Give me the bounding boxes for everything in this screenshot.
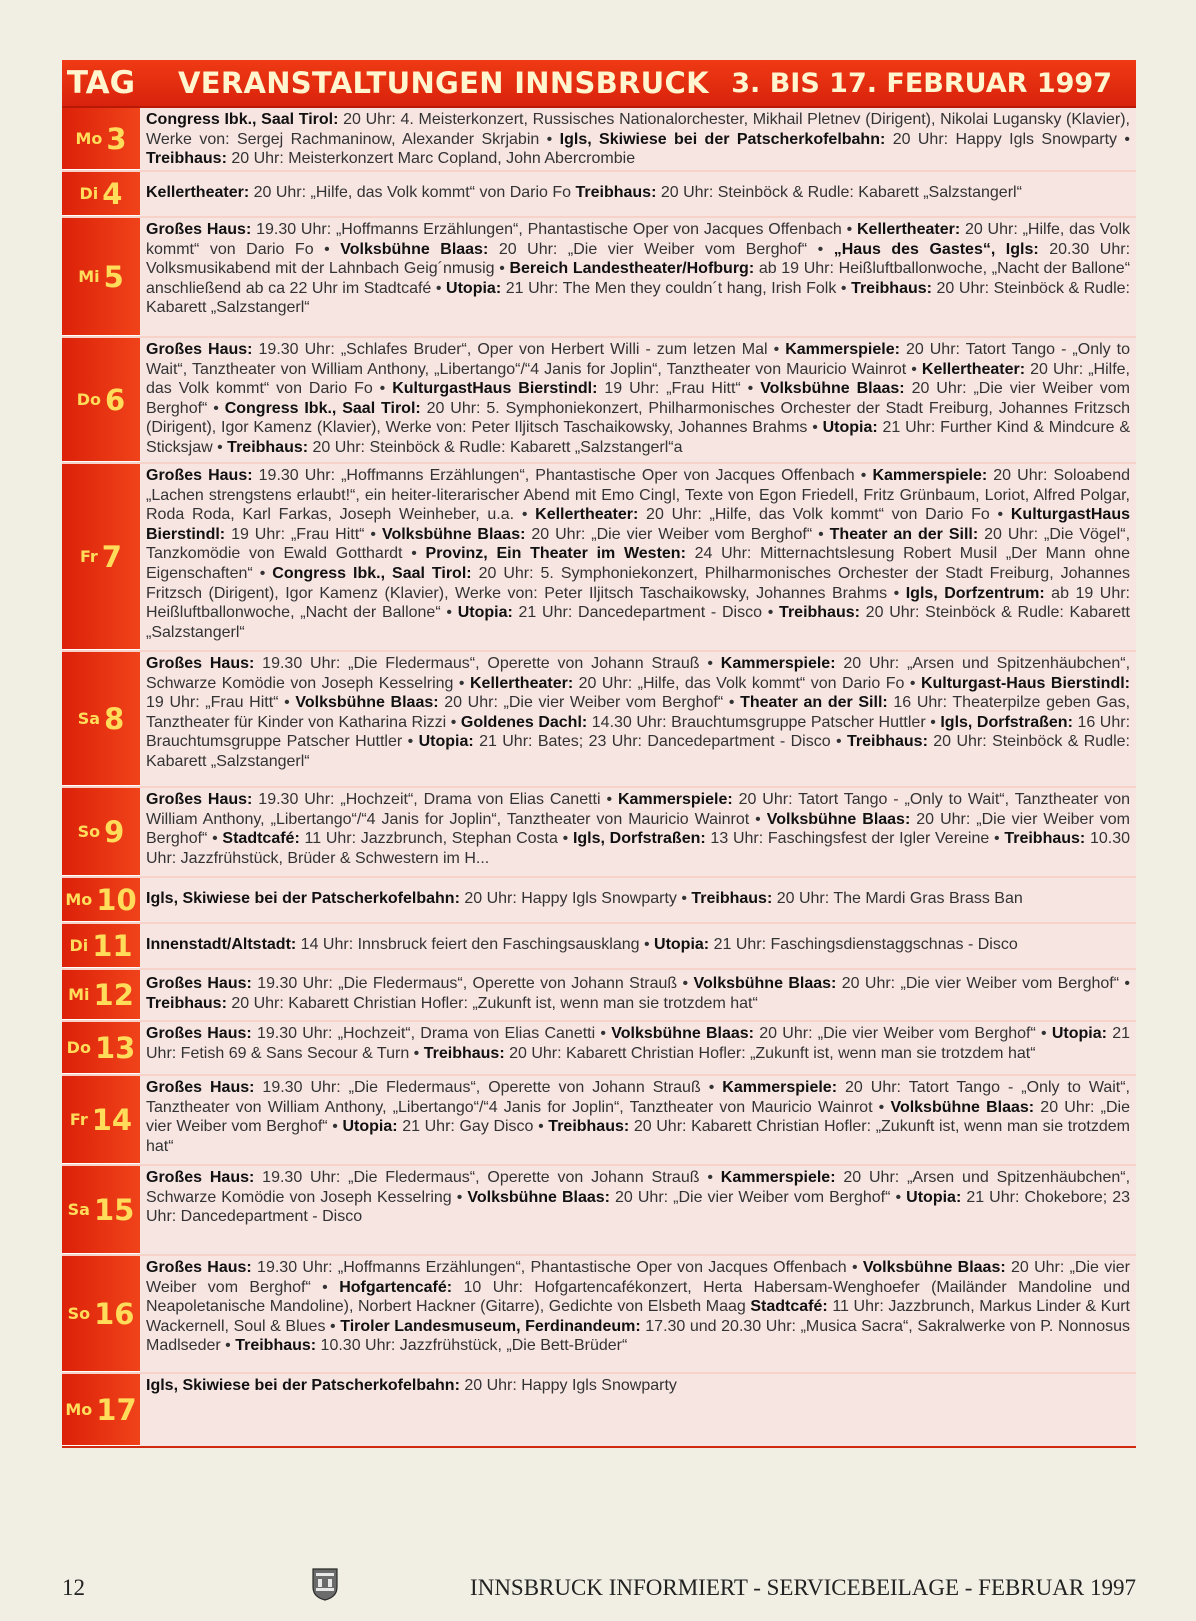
events-paragraph xyxy=(146,1168,1130,1227)
event-venue: Utopia: xyxy=(457,604,513,622)
day-name: So xyxy=(77,822,101,841)
day-number: 9 xyxy=(104,814,125,849)
day-row xyxy=(62,1166,1136,1256)
day-row xyxy=(62,108,1136,172)
event-details: 20 Uhr: „Die vier Weiber vom Berghof“ • xyxy=(836,975,1131,993)
event-details: 20 Uhr: Kabarett Christian Hofler: „Zukunft ist, wenn man sie trotzdem hat“ xyxy=(226,995,758,1012)
event-details: 20 Uhr: „Die vier Weiber vom Berghof“ • xyxy=(488,240,834,258)
day-events xyxy=(140,1256,1136,1372)
event-details: 21 Uhr: The Men they couldn´t hang, Irish Folk • xyxy=(501,279,852,297)
day-label xyxy=(62,338,140,462)
event-details: 20 Uhr: 5. Symphoniekonzert, Philharmonisches Orchester der Stadt Freiburg, Johannes Fritzsch (Dirigent), Igor Kamenz (Klavier), Werke von: Peter Iljitsch Taschaikowsky, Johannes Brahms • xyxy=(146,399,1131,437)
event-details: 20 Uhr: Tatort Tango - „Only to Wait“, Tanztheater von William Anthony, „Libertango“/“4 Janis for Joplin“, Tanztheater von Mauricio Wainrot • xyxy=(146,1079,1131,1116)
event-details: 20 Uhr: Happy Igls Snowparty • xyxy=(885,130,1130,148)
day-number: 13 xyxy=(94,1030,136,1065)
day-label xyxy=(62,108,140,170)
event-venue: Großes Haus: xyxy=(146,341,253,358)
event-venue: Utopia: xyxy=(342,1118,398,1136)
event-venue: Großes Haus: xyxy=(146,1169,255,1186)
events-paragraph xyxy=(146,340,1130,458)
event-details: 10.30 Uhr: Jazzfrühstück, Brüder & Schwestern im H... xyxy=(146,830,1131,867)
event-details: 20 Uhr: Tatort Tango - „Only to Wait“, Tanztheater von William Anthony, „Libertango“/“4 Janis for Joplin“, Tanztheater von Mauricio Wainrot • xyxy=(146,341,1131,378)
day-row xyxy=(62,1256,1136,1374)
event-venue: Volksbühne Blaas: xyxy=(340,240,489,258)
day-label xyxy=(62,1076,140,1164)
event-venue: Goldenes Dachl: xyxy=(460,713,588,731)
event-venue: Volksbühne Blaas: xyxy=(766,810,911,828)
day-row xyxy=(62,788,1136,878)
event-venue: Igls, Skiwiese bei der Patscherkofelbahn: xyxy=(146,1377,460,1394)
day-events xyxy=(140,108,1136,170)
table-header xyxy=(62,60,1136,108)
event-venue: Großes Haus: xyxy=(146,1079,255,1096)
event-venue: Großes Haus: xyxy=(146,467,253,484)
event-venue: Stadtcafé: xyxy=(222,830,300,848)
day-number: 12 xyxy=(93,977,134,1012)
events-paragraph xyxy=(146,1376,677,1396)
day-number: 10 xyxy=(96,882,137,917)
event-details: 16 Uhr: Theaterpilze geben Gas, Tanztheater für Kinder von Katharina Rizzi • xyxy=(146,694,1131,731)
day-label xyxy=(62,652,140,786)
event-venue: Treibhaus: xyxy=(146,150,227,168)
day-number: 5 xyxy=(103,259,124,294)
events-paragraph xyxy=(146,654,1130,772)
event-venue: Kellertheater: xyxy=(857,221,961,238)
event-details: 20 Uhr: „Die vier Weiber vom Berghof“ • xyxy=(146,1098,1130,1136)
day-row xyxy=(62,1022,1136,1076)
event-details: 19.30 Uhr: „Schlafes Bruder“, Oper von Herbert Willi - zum letzen Mal • xyxy=(252,341,786,358)
day-events xyxy=(140,1166,1136,1254)
event-details: ab 19 Uhr: Heißluftballonwoche, „Nacht der Ballone“ anschließend ab ca 22 Uhr im Stadtcafé • xyxy=(146,260,1131,297)
event-venue: KulturgastHaus Bierstindl: xyxy=(146,506,1130,543)
event-venue: Volksbühne Blaas: xyxy=(760,380,905,398)
event-details: 19.30 Uhr: „Die Fledermaus“, Operette von Johann Strauß • xyxy=(254,1079,723,1096)
day-events xyxy=(140,1076,1136,1164)
day-name: So xyxy=(67,1304,91,1323)
event-venue: Bereich Landestheater/Hofburg: xyxy=(509,260,755,278)
event-details: 10 Uhr: Hofgartencafékonzert, Herta Habersam-Wenghoefer (Mailänder Mandoline und Neapoletanische Mandoline), Norbert Hackner (Gitarre), Gedichte von Elsbeth Maag xyxy=(146,1278,1131,1316)
event-venue: Volksbühne Blaas: xyxy=(862,1259,1006,1276)
event-venue: Volksbühne Blaas: xyxy=(295,694,439,712)
day-events xyxy=(140,788,1136,876)
event-venue: Treibhaus: xyxy=(691,890,773,908)
day-name: Sa xyxy=(77,709,101,728)
events-paragraph xyxy=(146,466,1130,642)
event-venue: Volksbühne Blaas: xyxy=(890,1098,1035,1116)
event-details: 21 Uhr: Gay Disco • xyxy=(397,1118,549,1136)
event-details: 20 Uhr: Steinböck & Rudle: Kabarett „Salzstangerl“ xyxy=(146,279,1131,317)
event-details: 21 Uhr: Chokebore; 23 Uhr: Dancedepartment - Disco xyxy=(146,1188,1131,1226)
event-venue: Kellertheater: xyxy=(535,506,639,524)
event-venue: Kammerspiele: xyxy=(722,1079,838,1096)
day-row xyxy=(62,652,1136,788)
day-events xyxy=(140,1022,1136,1074)
day-name: Do xyxy=(66,1038,91,1057)
day-name: Mi xyxy=(78,267,100,286)
event-venue: Kellertheater: xyxy=(470,674,574,692)
day-number: 6 xyxy=(105,382,126,417)
event-venue: Volksbühne Blaas: xyxy=(381,525,526,543)
event-venue: Treibhaus: xyxy=(847,733,928,751)
event-details: 20 Uhr: „Arsen und Spitzenhäubchen“, Schwarze Komödie von Joseph Kesselring • xyxy=(146,655,1131,692)
event-details: 19.30 Uhr: „Hoffmanns Erzählungen“, Phantastische Oper von Jacques Offenbach • xyxy=(252,467,873,484)
event-details: 19 Uhr: „Frau Hitt“ • xyxy=(146,694,296,712)
day-name: Mi xyxy=(68,985,90,1004)
event-details: 20 Uhr: The Mardi Gras Brass Ban xyxy=(772,890,1023,908)
event-venue: Igls, Dorfzentrum: xyxy=(905,584,1045,602)
innsbruck-crest-icon xyxy=(312,1567,338,1601)
day-row xyxy=(62,924,1136,970)
event-venue: Utopia: xyxy=(906,1188,962,1206)
day-events xyxy=(140,878,1136,922)
day-label xyxy=(62,788,140,876)
event-details: 20 Uhr: 4. Meisterkonzert, Russisches Nationalorchester, Mikhail Pletnev (Dirigent), Nikolai Lugansky (Klavier), Werke von: Sergej Rachmaninow, Alexander Skrjabin • xyxy=(146,111,1131,148)
day-row xyxy=(62,1076,1136,1166)
day-name: Fr xyxy=(69,1110,88,1129)
day-label xyxy=(62,218,140,336)
day-label xyxy=(62,970,140,1020)
event-details: 20 Uhr: „Die vier Weiber vom Berghof“ • xyxy=(146,380,1130,417)
event-details: 20 Uhr: „Die vier Weiber vom Berghof“ • xyxy=(146,1259,1130,1296)
events-paragraph xyxy=(146,1024,1130,1063)
event-venue: KulturgastHaus Bierstindl: xyxy=(392,380,598,398)
day-rows xyxy=(62,108,1136,1448)
event-details: 16 Uhr: Brauchtumsgruppe Patscher Huttler • xyxy=(146,713,1131,751)
event-details: 11 Uhr: Jazzbrunch, Markus Linder & Kurt Wackernell, Soul & Blues • xyxy=(146,1298,1130,1335)
day-events xyxy=(140,652,1136,786)
event-details: 11 Uhr: Jazzbrunch, Stephan Costa • xyxy=(299,830,573,848)
events-paragraph xyxy=(146,935,1018,955)
event-details: 20 Uhr: Tatort Tango - „Only to Wait“, Tanztheater von William Anthony, „Libertango“/“4 Janis for Joplin“, Tanztheater von Mauricio Wainrot • xyxy=(146,791,1131,828)
event-venue: Kammerspiele: xyxy=(720,1169,836,1186)
event-venue: Stadtcafé: xyxy=(750,1298,828,1316)
day-label xyxy=(62,1166,140,1254)
event-details: 10.30 Uhr: Jazzfrühstück, „Die Bett-Brüder“ xyxy=(316,1337,628,1355)
event-venue: Congress Ibk., Saal Tirol: xyxy=(224,399,421,417)
events-paragraph xyxy=(146,889,1023,909)
event-venue: Hofgartencafé: xyxy=(339,1278,453,1296)
event-details: 20 Uhr: 5. Symphoniekonzert, Philharmonisches Orchester der Stadt Freiburg, Johannes Fritzsch (Dirigent), Igor Kamenz (Klavier), Werke von: Peter Iljitsch Taschaikowsky, Johannes Brahms • xyxy=(146,564,1131,602)
event-venue: Utopia: xyxy=(822,419,878,437)
events-paragraph xyxy=(146,1258,1130,1356)
event-venue: Theater an der Sill: xyxy=(829,525,979,543)
event-venue: Volksbühne Blaas: xyxy=(693,975,837,993)
event-venue: „Haus des Gastes“, Igls: xyxy=(833,240,1039,258)
day-label xyxy=(62,1374,140,1446)
day-name: Mo xyxy=(65,1400,93,1419)
event-details: 20 Uhr: „Hilfe, das Volk kommt“ von Dario Fo xyxy=(249,184,576,202)
event-details: 19.30 Uhr: „Hoffmanns Erzählungen“, Phantastische Oper von Jacques Offenbach • xyxy=(251,1259,863,1276)
event-details: 20 Uhr: „Die vier Weiber vom Berghof“ • xyxy=(438,694,741,712)
event-details: 20 Uhr: Steinböck & Rudle: Kabarett „Salzstangerl“ xyxy=(146,604,1130,641)
day-name: Di xyxy=(69,936,89,955)
events-paragraph xyxy=(146,220,1130,318)
event-details: 20 Uhr: „Die vier Weiber vom Berghof“ • xyxy=(525,525,830,543)
event-details: 19.30 Uhr: „Hochzeit“, Drama von Elias Canetti • xyxy=(252,791,618,808)
event-venue: Großes Haus: xyxy=(146,1259,252,1276)
event-details: 20 Uhr: Happy Igls Snowparty • xyxy=(459,890,692,908)
day-name: Di xyxy=(79,184,99,203)
event-details: 14 Uhr: Innsbruck feiert den Faschingsausklang • xyxy=(296,936,655,954)
day-number: 7 xyxy=(101,539,122,574)
day-row xyxy=(62,464,1136,652)
event-details: 20 Uhr: „Hilfe, das Volk kommt“ von Dario Fo • xyxy=(146,360,1131,398)
event-venue: Kammerspiele: xyxy=(720,655,836,672)
event-details: 20 Uhr: Kabarett Christian Hofler: „Zukunft ist, wenn man sie trotzdem hat“ xyxy=(504,1044,1036,1062)
event-venue: Großes Haus: xyxy=(146,1025,252,1042)
day-row xyxy=(62,172,1136,218)
day-number: 8 xyxy=(104,701,125,736)
event-venue: Theater an der Sill: xyxy=(740,694,888,712)
day-label xyxy=(62,878,140,922)
event-details: 20 Uhr: Soloabend „Lachen strengstens erlaubt!“, ein heiter-literarischer Abend mit Emo Cingl, Texte von Egon Friedell, Fritz Grünbaum, Loriot, Alfred Polgar, Roda Roda, Karl Farkas, Joseph Weinheber, u.a. • xyxy=(146,467,1131,524)
event-details: 20 Uhr: „Hilfe, das Volk kommt“ von Dario Fo • xyxy=(146,221,1131,258)
event-venue: Igls, Skiwiese bei der Patscherkofelbahn: xyxy=(146,890,460,908)
event-details: 20 Uhr: Steinböck & Rudle: Kabarett „Salzstangerl“ xyxy=(146,733,1131,770)
event-details: 20 Uhr: Steinböck & Rudle: Kabarett „Salzstangerl“a xyxy=(308,438,683,456)
event-venue: Provinz, Ein Theater im Westen: xyxy=(425,545,686,563)
event-details: 20 Uhr: Steinböck & Rudle: Kabarett „Salzstangerl“ xyxy=(656,184,1022,202)
event-details: 17.30 und 20.30 Uhr: „Musica Sacra“, Sakralwerke von P. Nonnosus Madlseder • xyxy=(146,1317,1130,1355)
event-venue: Congress Ibk., Saal Tirol: xyxy=(272,564,472,582)
event-details: 20 Uhr: „Arsen und Spitzenhäubchen“, Schwarze Komödie von Joseph Kesselring • xyxy=(146,1169,1131,1206)
event-venue: Utopia: xyxy=(446,279,502,297)
day-number: 14 xyxy=(91,1102,133,1137)
events-paragraph xyxy=(146,974,1130,1013)
day-name: Sa xyxy=(67,1200,90,1219)
header-dates: 3. BIS 17. FEBRUAR 1997 xyxy=(731,67,1112,99)
day-name: Fr xyxy=(80,547,98,566)
event-details: 14.30 Uhr: Brauchtumsgruppe Patscher Huttler • xyxy=(587,713,941,731)
event-venue: Igls, Dorfstraßen: xyxy=(572,830,706,848)
footer-title: INNSBRUCK INFORMIERT - SERVICEBEILAGE - FEBRUAR 1997 xyxy=(470,1575,1136,1600)
day-row xyxy=(62,338,1136,464)
event-venue: Treibhaus: xyxy=(575,184,657,202)
event-details: 21 Uhr: Faschingsdienstaggschnas - Disco xyxy=(709,936,1018,954)
day-number: 3 xyxy=(106,121,127,156)
event-venue: Innenstadt/Altstadt: xyxy=(146,936,297,954)
event-venue: Treibhaus: xyxy=(548,1118,630,1136)
day-label xyxy=(62,464,140,650)
day-events xyxy=(140,338,1136,462)
event-details: 20.30 Uhr: Volksmusikabend mit der Lahnbach Geig´nmusig • xyxy=(146,240,1131,278)
day-events xyxy=(140,924,1136,968)
event-venue: Treibhaus: xyxy=(779,604,860,622)
day-name: Do xyxy=(76,390,102,409)
header-tag: TAG xyxy=(66,65,136,101)
day-events xyxy=(140,970,1136,1020)
event-details: 20 Uhr: „Die vier Weiber vom Berghof“ • xyxy=(754,1025,1052,1042)
day-row xyxy=(62,878,1136,924)
day-row xyxy=(62,1374,1136,1448)
event-venue: Großes Haus: xyxy=(146,791,253,808)
event-venue: Großes Haus: xyxy=(146,975,252,993)
event-venue: Volksbühne Blaas: xyxy=(611,1025,755,1042)
event-details: 19.30 Uhr: „Hochzeit“, Drama von Elias Canetti • xyxy=(251,1025,612,1042)
day-name: Mo xyxy=(75,129,103,148)
events-paragraph xyxy=(146,183,1022,203)
day-row xyxy=(62,218,1136,338)
event-details: 20 Uhr: „Hilfe, das Volk kommt“ von Dario Fo • xyxy=(638,506,1011,524)
event-details: 19.30 Uhr: „Die Fledermaus“, Operette von Johann Strauß • xyxy=(251,975,694,993)
event-venue: Utopia: xyxy=(1051,1025,1107,1042)
event-details: 19 Uhr: „Frau Hitt“ • xyxy=(225,525,382,543)
event-details: 21 Uhr: Bates; 23 Uhr: Dancedepartment - Disco • xyxy=(473,733,847,751)
event-details: 13 Uhr: Faschingsfest der Igler Vereine • xyxy=(705,830,1005,848)
day-events xyxy=(140,172,1136,216)
event-venue: Treibhaus: xyxy=(227,438,309,456)
event-details: 19.30 Uhr: „Die Fledermaus“, Operette von Johann Strauß • xyxy=(254,655,721,672)
day-row xyxy=(62,970,1136,1022)
event-venue: Kammerspiele: xyxy=(617,791,733,808)
event-details: 20 Uhr: „Die vier Weiber vom Berghof“ • xyxy=(609,1188,907,1206)
event-venue: Congress Ibk., Saal Tirol: xyxy=(146,111,339,128)
events-table xyxy=(62,60,1136,1448)
event-venue: Großes Haus: xyxy=(146,655,255,672)
event-details: 21 Uhr: Dancedepartment - Disco • xyxy=(512,604,780,622)
day-events xyxy=(140,1374,1136,1446)
event-venue: Kammerspiele: xyxy=(872,467,988,484)
event-venue: Treibhaus: xyxy=(851,279,932,297)
day-events xyxy=(140,218,1136,336)
event-details: 20 Uhr: „Hilfe, das Volk kommt“ von Dario Fo • xyxy=(573,674,921,692)
event-details: 20 Uhr: Meisterkonzert Marc Copland, John Abercrombie xyxy=(226,150,636,168)
event-details: 21 Uhr: Further Kind & Mindcure & Sticksjaw • xyxy=(146,419,1131,456)
event-venue: Utopia: xyxy=(418,733,474,751)
event-venue: Igls, Skiwiese bei der Patscherkofelbahn: xyxy=(559,130,886,148)
event-venue: Volksbühne Blaas: xyxy=(467,1188,610,1206)
event-venue: Kammerspiele: xyxy=(785,341,900,358)
events-paragraph xyxy=(146,1078,1130,1156)
event-details: 20 Uhr: Kabarett Christian Hofler: „Zukunft ist, wenn man sie trotzdem hat“ xyxy=(146,1118,1131,1155)
event-venue: Kellertheater: xyxy=(146,184,250,202)
event-venue: Großes Haus: xyxy=(146,221,252,238)
event-venue: Kulturgast-Haus Bierstindl: xyxy=(920,674,1131,692)
day-label xyxy=(62,924,140,968)
day-number: 11 xyxy=(92,928,133,963)
header-title: VERANSTALTUNGEN INNSBRUCK xyxy=(178,66,709,100)
event-details: 21 Uhr: Fetish 69 & Sans Secour & Turn • xyxy=(146,1025,1131,1062)
day-label xyxy=(62,172,140,216)
event-details: 20 Uhr: „Die Vögel“, Tanzkomödie von Ewald Gotthardt • xyxy=(146,525,1131,563)
event-details: 19 Uhr: „Frau Hitt“ • xyxy=(597,380,761,398)
events-paragraph xyxy=(146,110,1130,169)
day-number: 16 xyxy=(94,1296,135,1331)
event-venue: Tiroler Landesmuseum, Ferdinandeum: xyxy=(340,1317,641,1335)
day-label xyxy=(62,1256,140,1372)
event-details: ab 19 Uhr: Heißluftballonwoche, „Nacht der Ballone“ • xyxy=(146,584,1131,622)
event-venue: Kellertheater: xyxy=(921,360,1026,378)
event-venue: Treibhaus: xyxy=(235,1337,317,1355)
event-details: 20 Uhr: „Die vier Weiber vom Berghof“ • xyxy=(146,810,1130,848)
event-details: 19.30 Uhr: „Hoffmanns Erzählungen“, Phantastische Oper von Jacques Offenbach • xyxy=(251,221,857,238)
page-number: 12 xyxy=(62,1575,85,1600)
event-venue: Treibhaus: xyxy=(1004,830,1086,848)
day-name: Mo xyxy=(65,890,93,909)
day-number: 17 xyxy=(96,1392,137,1427)
event-venue: Treibhaus: xyxy=(423,1044,505,1062)
day-events xyxy=(140,464,1136,650)
events-paragraph xyxy=(146,790,1130,868)
day-number: 4 xyxy=(102,176,123,211)
event-details: 20 Uhr: Happy Igls Snowparty xyxy=(459,1377,677,1394)
day-number: 15 xyxy=(93,1192,135,1227)
event-details: 24 Uhr: Mitternachtslesung Robert Musil „Der Mann ohne Eigenschaften“ • xyxy=(146,545,1130,582)
day-label xyxy=(62,1022,140,1074)
event-venue: Treibhaus: xyxy=(146,995,227,1012)
event-venue: Igls, Dorfstraßen: xyxy=(940,713,1073,731)
event-venue: Utopia: xyxy=(654,936,710,954)
event-details: 19.30 Uhr: „Die Fledermaus“, Operette von Johann Strauß • xyxy=(254,1169,721,1186)
